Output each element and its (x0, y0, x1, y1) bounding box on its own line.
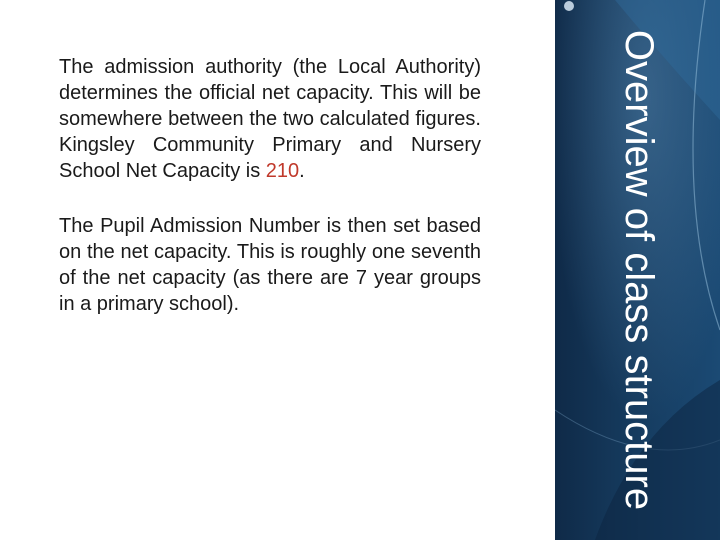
paragraph-net-capacity-end: . (299, 160, 305, 182)
slide-body (59, 54, 481, 317)
net-capacity-value: 210 (265, 160, 300, 182)
paragraph-net-capacity (59, 54, 481, 184)
slide-title: Overview of class structure (617, 29, 662, 511)
paragraph-net-capacity-text: The admission authority (the Local Authority) determines the official net capacity. This will be somewhere between the two calculated figures. Kingsley Community Primary and Nursery School Net Capacity is (59, 56, 481, 182)
title-container (555, 0, 720, 540)
title-side-panel (555, 0, 720, 540)
paragraph-admission-number: The Pupil Admission Number is then set based on the net capacity. This is roughly one seventh of the net capacity (as there are 7 year groups in a primary school). (59, 215, 481, 315)
